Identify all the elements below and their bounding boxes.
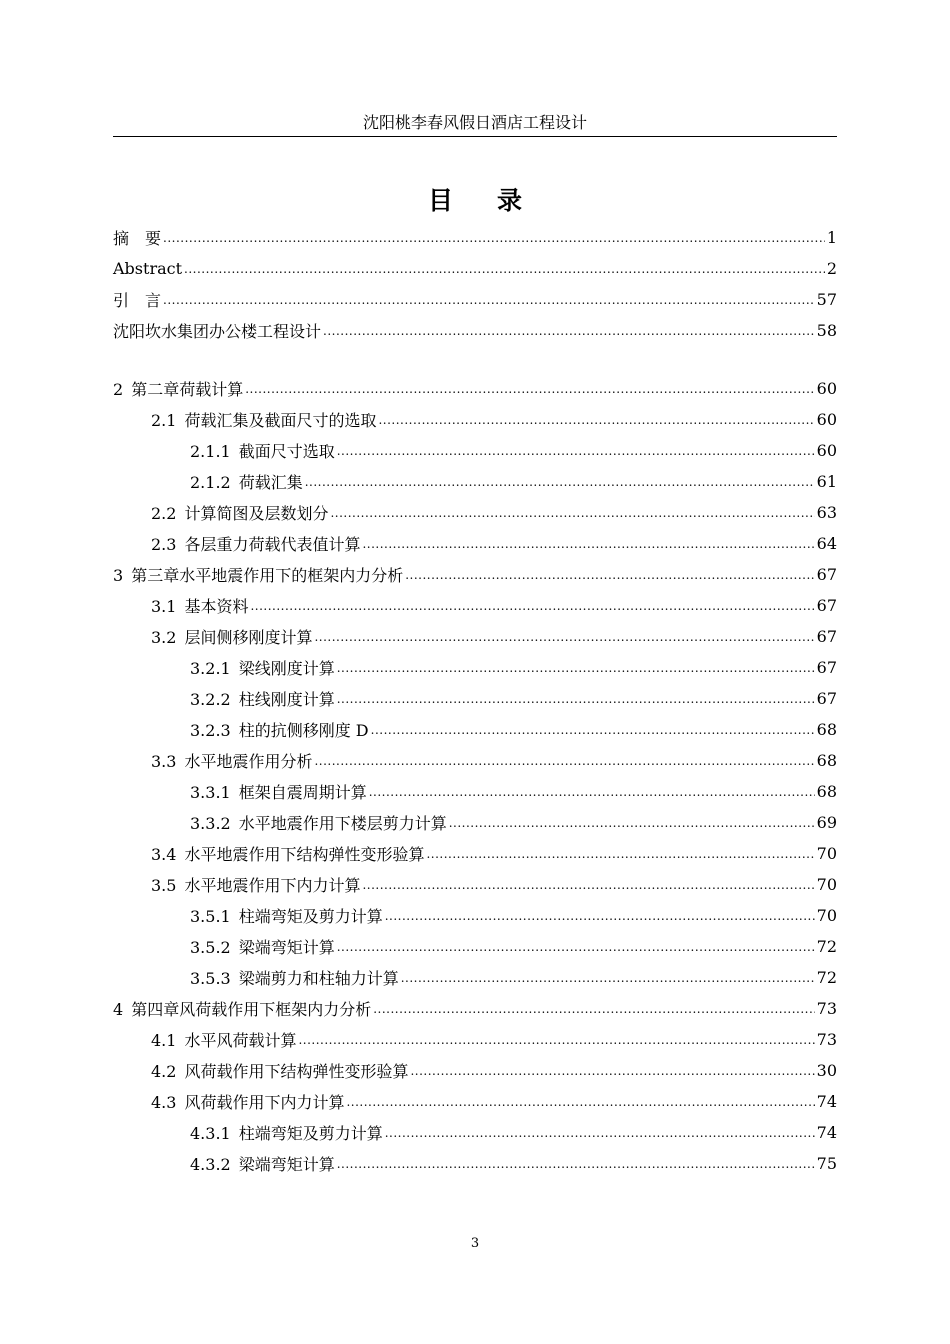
toc-entry-text: 第四章风荷载作用下框架内力分析 [131, 1000, 372, 1019]
toc-entry-number: 4.3.2 [190, 1155, 231, 1174]
toc-title: 目录 [427, 186, 566, 215]
toc-entry-number: 3.5.2 [190, 938, 231, 957]
toc-entry[interactable] [113, 931, 837, 962]
toc-entry-page: 67 [816, 596, 837, 615]
toc-entry-text: 摘 要 [113, 229, 162, 248]
dot-leader [401, 969, 815, 987]
toc-entry[interactable] [113, 253, 837, 284]
toc-entry-text: 风荷载作用下结构弹性变形验算 [184, 1062, 409, 1081]
toc-entry[interactable] [113, 222, 837, 253]
toc-entry-page: 1 [826, 228, 837, 247]
toc-entry-number: 4.3.1 [190, 1124, 231, 1143]
toc-entry-label [113, 259, 182, 278]
toc-entry[interactable] [113, 404, 837, 435]
toc-entry-text: 水平地震作用分析 [184, 752, 313, 771]
toc-entry-page: 2 [826, 259, 837, 278]
toc-entry-label [113, 997, 371, 1020]
toc-entry-number: 2.1.2 [190, 473, 231, 492]
toc-entry-text: 沈阳坎水集团办公楼工程设计 [113, 322, 322, 341]
toc-entry[interactable] [113, 807, 837, 838]
toc-entry-label [190, 470, 303, 493]
toc-entry-page: 61 [816, 472, 837, 491]
toc-entry-page: 68 [816, 751, 837, 770]
toc-entry-label [190, 935, 335, 958]
dot-leader [337, 690, 815, 708]
toc-entry[interactable] [113, 745, 837, 776]
toc-entry-text: 第三章水平地震作用下的框架内力分析 [131, 566, 404, 585]
toc-entry-label [190, 1152, 335, 1175]
toc-entry[interactable] [113, 466, 837, 497]
toc-entry-page: 67 [816, 627, 837, 646]
dot-leader [385, 907, 815, 925]
toc-entry[interactable] [113, 652, 837, 683]
toc-entry-number: 2.2 [151, 504, 177, 523]
toc-entry[interactable] [113, 776, 837, 807]
toc-entry-page: 70 [816, 844, 837, 863]
dot-leader [163, 229, 825, 247]
toc-entry-page: 68 [816, 720, 837, 739]
toc-entry-number: 3.3.1 [190, 783, 231, 802]
dot-leader [449, 814, 815, 832]
toc-entry-text: 第二章荷载计算 [131, 380, 244, 399]
toc-entry-number: 3.1 [151, 597, 177, 616]
toc-entry-label [190, 656, 335, 679]
toc-entry[interactable] [113, 528, 837, 559]
dot-leader [405, 566, 814, 584]
toc-entry-text: 各层重力荷载代表值计算 [184, 535, 361, 554]
toc-entry-text: 梁端剪力和柱轴力计算 [238, 969, 399, 988]
toc-entry-page: 73 [816, 1030, 837, 1049]
dot-leader [337, 442, 815, 460]
toc-entry-page: 60 [816, 441, 837, 460]
toc-entry-label [190, 966, 399, 989]
toc-entry-label [151, 594, 248, 617]
toc-entry-number: 3.2.3 [190, 721, 231, 740]
toc-entry[interactable] [113, 590, 837, 621]
toc-entry-label [151, 1090, 344, 1113]
dot-leader [184, 260, 825, 278]
toc-entry-page: 58 [816, 321, 837, 340]
toc-entry-label [151, 501, 328, 524]
toc-entry-number: 4 [113, 1000, 124, 1019]
toc-entry-number: 3.2.1 [190, 659, 231, 678]
dot-leader [305, 473, 815, 491]
toc-entry-text: 柱端弯矩及剪力计算 [238, 907, 383, 926]
dot-leader [369, 783, 815, 801]
toc-entry-text: 水平地震作用下内力计算 [184, 876, 361, 895]
dot-leader [371, 721, 815, 739]
dot-leader [163, 291, 815, 309]
dot-leader [337, 1155, 815, 1173]
toc-entry-number: 2.3 [151, 535, 177, 554]
toc-entry[interactable] [113, 838, 837, 869]
toc-entry[interactable] [113, 900, 837, 931]
toc-entry[interactable] [113, 1024, 837, 1055]
toc-entry-page: 73 [816, 999, 837, 1018]
toc-entry[interactable] [113, 869, 837, 900]
dot-leader [378, 411, 814, 429]
toc-entry[interactable] [113, 497, 837, 528]
dot-leader [373, 1000, 814, 1018]
dot-leader [250, 597, 814, 615]
toc-entry-label [190, 1121, 383, 1144]
toc-entry-label [113, 377, 243, 400]
toc-entry-page: 72 [816, 968, 837, 987]
dot-leader [410, 1062, 814, 1080]
toc-entry-page: 57 [816, 290, 837, 309]
toc-entry[interactable] [113, 1148, 837, 1179]
toc-entry-label [151, 625, 312, 648]
toc-entry-label [151, 1028, 296, 1051]
toc-entry-text: 风荷载作用下内力计算 [184, 1093, 345, 1112]
toc-entry-text: 荷载汇集及截面尺寸的选取 [184, 411, 377, 430]
toc-entry-number: 3.3 [151, 752, 177, 771]
toc-entry-label [190, 687, 335, 710]
dot-leader [245, 380, 814, 398]
page-number: 3 [470, 1236, 480, 1251]
toc-entry-number: 4.1 [151, 1031, 177, 1050]
toc-entry-label [190, 718, 369, 741]
toc-entry-label [151, 532, 360, 555]
toc-entry-number: 3.5 [151, 876, 177, 895]
toc-entry-label [113, 288, 161, 311]
toc-entry[interactable] [113, 1117, 837, 1148]
toc-entry-text: 荷载汇集 [238, 473, 303, 492]
toc-entry[interactable] [113, 683, 837, 714]
toc-entry-page: 60 [816, 410, 837, 429]
toc-entry-text: Abstract [113, 259, 183, 278]
toc-entry-number: 3.4 [151, 845, 177, 864]
toc-entry-label [190, 439, 335, 462]
toc-entry-text: 梁端弯矩计算 [238, 938, 335, 957]
toc-entry-label [151, 408, 376, 431]
toc-entry[interactable] [113, 1055, 837, 1086]
dot-leader [385, 1124, 815, 1142]
toc-entry-text: 水平风荷载计算 [184, 1031, 297, 1050]
toc-entry-text: 水平地震作用下楼层剪力计算 [238, 814, 447, 833]
dot-leader [330, 504, 814, 522]
toc-entry-label [151, 749, 312, 772]
toc-entry-label [190, 780, 367, 803]
toc-entry-number: 4.2 [151, 1062, 177, 1081]
dot-leader [337, 938, 815, 956]
toc-entry-label [151, 842, 424, 865]
toc-entry[interactable] [113, 993, 837, 1024]
toc-entry[interactable] [113, 621, 837, 652]
toc-entry-text: 水平地震作用下结构弹性变形验算 [184, 845, 425, 864]
toc-entry-number: 3.3.2 [190, 814, 231, 833]
toc-entry-text: 梁线刚度计算 [238, 659, 335, 678]
toc-entry[interactable] [113, 559, 837, 590]
toc-entry-number: 2.1 [151, 411, 177, 430]
toc-entry-number: 3.5.3 [190, 969, 231, 988]
toc-entry-number: 4.3 [151, 1093, 177, 1112]
toc-entry-label [151, 873, 360, 896]
toc-entry[interactable] [113, 315, 837, 346]
dot-leader [323, 322, 815, 340]
toc-entry-text: 柱的抗侧移刚度 D [238, 721, 369, 740]
toc-entry-number: 3.2.2 [190, 690, 231, 709]
dot-leader [298, 1031, 814, 1049]
toc-entry-label [151, 1059, 408, 1082]
dot-leader [426, 845, 814, 863]
toc-entry-page: 72 [816, 937, 837, 956]
toc-entry-page: 75 [816, 1154, 837, 1173]
toc-entry-text: 框架自震周期计算 [238, 783, 367, 802]
toc-entry-number: 3.2 [151, 628, 177, 647]
toc-entry-page: 69 [816, 813, 837, 832]
toc-entry-text: 梁端弯矩计算 [238, 1155, 335, 1174]
toc-entry-page: 30 [816, 1061, 837, 1080]
toc-entry-page: 74 [816, 1092, 837, 1111]
dot-leader [362, 535, 814, 553]
running-header: 沈阳桃李春风假日酒店工程设计 [113, 112, 837, 137]
toc-entry-number: 2 [113, 380, 124, 399]
dot-leader [337, 659, 815, 677]
dot-leader [346, 1093, 814, 1111]
toc-entry-page: 63 [816, 503, 837, 522]
toc-entry-number: 2.1.1 [190, 442, 231, 461]
toc-entry-label [113, 319, 321, 342]
toc-entry-text: 柱线刚度计算 [238, 690, 335, 709]
toc-entry-text: 基本资料 [184, 597, 249, 616]
toc-entry-text: 截面尺寸选取 [238, 442, 335, 461]
toc-entry-text: 计算简图及层数划分 [184, 504, 329, 523]
dot-leader [314, 628, 814, 646]
toc-entry-page: 67 [816, 658, 837, 677]
toc-entry-page: 67 [816, 689, 837, 708]
toc-entry-text: 引 言 [113, 291, 162, 310]
toc-entry-page: 64 [816, 534, 837, 553]
toc-entry-label [190, 904, 383, 927]
toc-entry[interactable] [113, 435, 837, 466]
toc-entry-number: 3.5.1 [190, 907, 231, 926]
toc-entry-label [113, 226, 161, 249]
toc-entry-page: 67 [816, 565, 837, 584]
toc-entry[interactable] [113, 284, 837, 315]
toc-entry-label [190, 811, 447, 834]
dot-leader [314, 752, 814, 770]
toc-entry-page: 68 [816, 782, 837, 801]
table-of-contents [113, 222, 837, 1179]
toc-entry[interactable] [113, 962, 837, 993]
toc-entry-page: 74 [816, 1123, 837, 1142]
toc-entry-text: 层间侧移刚度计算 [184, 628, 313, 647]
toc-entry[interactable] [113, 373, 837, 404]
toc-entry-page: 70 [816, 906, 837, 925]
toc-entry[interactable] [113, 1086, 837, 1117]
toc-entry-number: 3 [113, 566, 124, 585]
toc-entry-page: 60 [816, 379, 837, 398]
toc-entry[interactable] [113, 714, 837, 745]
toc-entry-text: 柱端弯矩及剪力计算 [238, 1124, 383, 1143]
toc-entry-label [113, 563, 403, 586]
toc-entry-page: 70 [816, 875, 837, 894]
dot-leader [362, 876, 814, 894]
